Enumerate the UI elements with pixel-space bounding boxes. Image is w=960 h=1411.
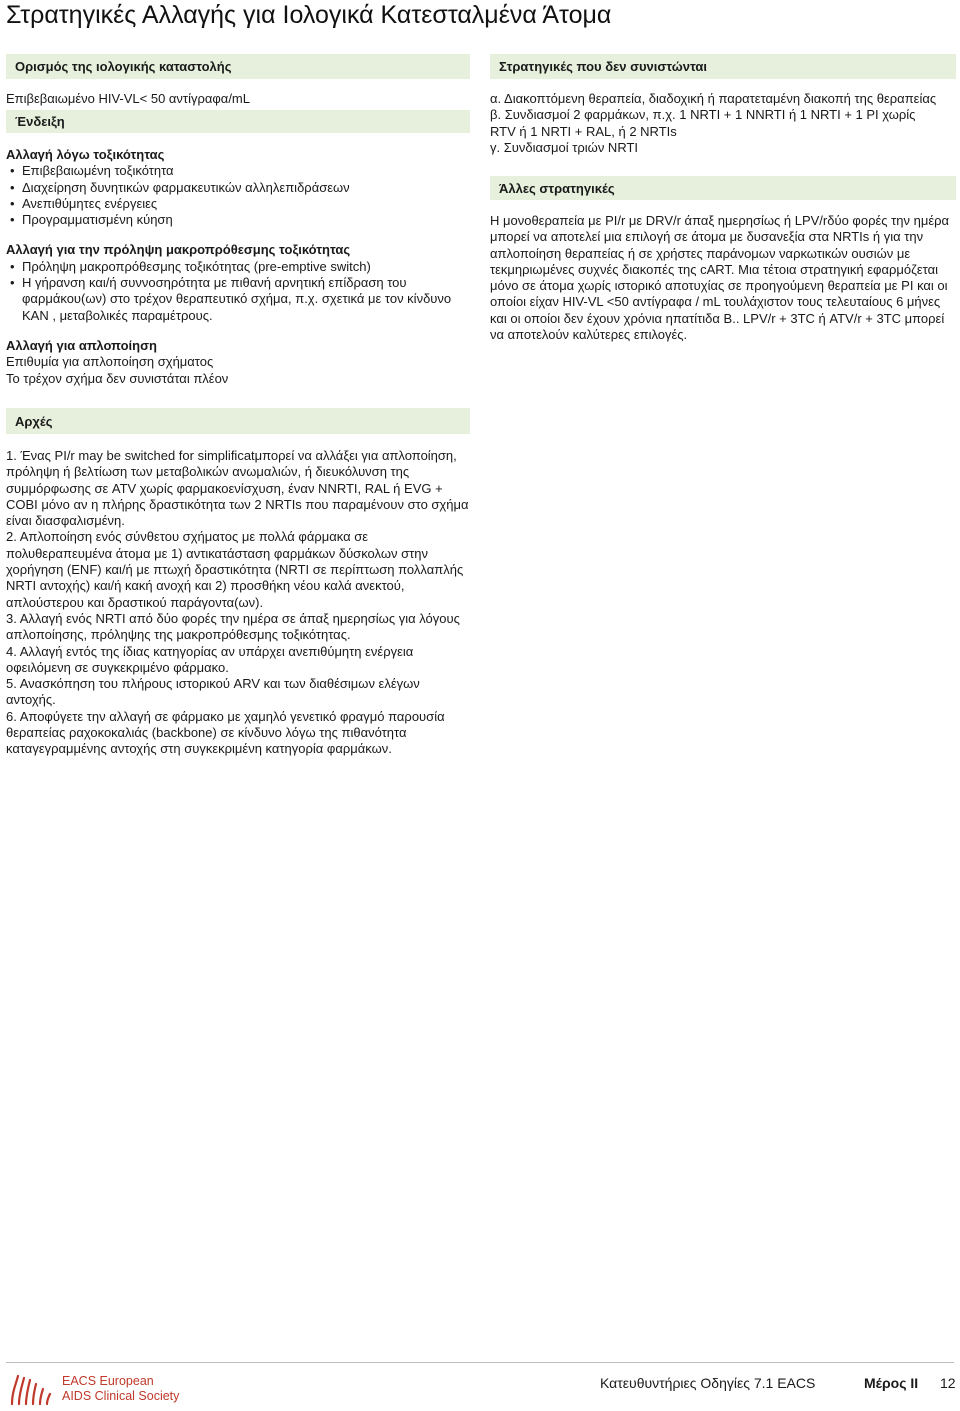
principles-header: [6, 408, 470, 434]
eacs-logo-text: [62, 1374, 179, 1404]
other-strategies-header-label: Άλλες στρατηγικές: [499, 180, 615, 196]
list-item: • Η γήρανση και/ή συννοσηρότητα με πιθανή αρνητική επίδραση του φαρμάκου(ων) στο τρέχον θεραπευτικό σχήμα, π.χ. σχετικά με τον κίνδυνο ΚΑΝ , μεταβολικές παραμέτρους.: [6, 275, 464, 324]
list-item: • Προγραμματισμένη κύηση: [6, 212, 464, 228]
list-item: • Πρόληψη μακροπρόθεσμης τοξικότητας (pre-emptive switch): [6, 259, 464, 275]
logo-line: EACS European: [62, 1374, 154, 1388]
principles-header-label: Αρχές: [15, 413, 53, 429]
footer-divider: [6, 1362, 954, 1363]
list-item: 5. Ανασκόπηση του πλήρους ιστορικού ARV και των διαθέσιμων ελέγων αντοχής.: [6, 676, 420, 708]
other-strategies-text: Η μονοθεραπεία με PI/r με DRV/r άπαξ ημερησίως ή LPV/rδύο φορές την ημέρα μπορεί να αποτελεί μια επιλογή σε άτομα με δυσανεξία στα NRTIs ή για την απλοποίηση θεραπείας ή σε χρήστες παράνομων ναρκωτικών ουσιών με τεκμηριωμένες συχνές διακοπές της cART. Μια τέτοια στρατηγική εφαρμόζεται μόνο σε άτομα χωρίς ιστορικό αποτυχίας σε προηγούμενη θεραπεία με PI και οι οποίοι είχαν HIV-VL <50 αντίγραφα / mL τουλάχιστον τους τελευταίους 6 μήνες και οι οποίοι δεν έχουν χρόνια ηπατίτιδα Β.. LPV/r + 3TC ή ATV/r + 3TC μπορεί να αποτελούν καλύτερες επιλογές.: [490, 213, 950, 343]
indication-header: [6, 110, 470, 133]
definition-text: Επιβεβαιωμένο HIV-VL< 50 αντίγραφα/mL: [6, 91, 250, 106]
footer-guidelines-label: Κατευθυντήριες Οδηγίες 7.1 EACS: [600, 1375, 816, 1391]
prevention-list: [6, 259, 464, 324]
principles-content: [6, 448, 472, 758]
simplification-line: Το τρέχον σχήμα δεν συνιστάται πλέον: [6, 370, 229, 386]
list-item: α. Διακοπτόμενη θεραπεία, διαδοχική ή παρατεταμένη διακοπή της θεραπείας: [490, 91, 937, 106]
list-item: β. Συνδιασμοί 2 φαρμάκων, π.χ. 1 NRTI + 1 NNRTI ή 1 NRTI + 1 PI χωρίς RTV ή 1 NRTI + RAL, ή 2 NRTIs: [490, 107, 916, 139]
list-item: 6. Αποφύγετε την αλλαγή σε φάρμακο με χαμηλό γενετικό φραγμό παρουσία θεραπείας ραχοκοκαλιάς (backbone) σε κίνδυνο λόγω της πιθανότητα καταγεγραμμένης αντοχής στη συγκεκριμένη κατηγορία φαρμάκων.: [6, 708, 445, 757]
list-item: • Επιβεβαιωμένη τοξικότητα: [6, 163, 464, 179]
list-item: 3. Αλλαγή ενός NRTI από δύο φορές την ημέρα σε άπαξ ημερησίως για λόγους απλοποίησης, πρόληψης της μακροπρόθεσμης τοξικότητας.: [6, 610, 460, 643]
list-item: • Ανεπιθύμητες ενέργειες: [6, 196, 464, 212]
list-item: 4. Αλλαγή εντός της ίδιας κατηγορίας αν υπάρχει ανεπιθύμητη ενέργεια οφειλόμενη σε συγκεκριμένο φάρμακο.: [6, 643, 414, 675]
logo-line: AIDS Clinical Society: [62, 1389, 180, 1403]
footer-part-label: Μέρος II: [864, 1375, 919, 1391]
definition-header-label: Ορισμός της ιολογικής καταστολής: [15, 59, 232, 74]
other-strategies-header: [490, 176, 956, 200]
definition-header: [6, 54, 470, 79]
prevention-heading: Αλλαγή για την πρόληψη μακροπρόθεσμης τοξικότητας: [6, 242, 351, 258]
toxicity-heading: Αλλαγή λόγω τοξικότητας: [6, 147, 165, 162]
eacs-logo-mark-icon: [8, 1374, 54, 1406]
simplification-line: Επιθυμία για απλοποίηση σχήματος: [6, 354, 214, 370]
not-recommended-header: [490, 54, 956, 79]
not-recommended-content: [490, 91, 940, 156]
page-title: Στρατηγικές Αλλαγής για Ιολογικά Κατεσταλμένα Άτομα: [6, 1, 612, 29]
list-item: 2. Απλοποίηση ενός σύνθετου σχήματος με πολλά φάρμακα σε πολυθεραπευμένα άτομα με 1) αντικατάσταση φαρμάκων δύσκολων στην χορήγηση (ENF) και/ή με πτωχή δραστικότητα (NRTI σε περίπτωση πολλαπλής NRTI αντοχής) και/ή κακή ανοχή και 2) προσθήκη νέου καλά ανεκτού, απλούστερου και δραστικού παράγοντα(ων).: [6, 529, 464, 610]
not-recommended-header-label: Στρατηγικές που δεν συνιστώνται: [499, 59, 707, 74]
list-item: γ. Συνδιασμοί τριών NRTI: [490, 139, 639, 155]
indication-header-label: Ένδειξη: [15, 114, 65, 129]
toxicity-list: [6, 163, 464, 228]
list-item: • Διαχείρηση δυνητικών φαρμακευτικών αλληλεπιδράσεων: [6, 180, 464, 196]
simplification-heading: Αλλαγή για απλοποίηση: [6, 337, 157, 353]
indication-content: [6, 147, 464, 387]
eacs-logo: [8, 1372, 188, 1408]
page-number: 12: [940, 1375, 956, 1391]
list-item: 1. Ένας PI/r may be switched for simplificatμπορεί να αλλάξει για απλοποίηση, πρόληψη ή βελτίωση των μεταβολικών ανωμαλιών, ή διευκόλυνση της συμμόρφωσης σε ATV χωρίς φαρμακοενίσχυση, έναν NNRTI, RAL ή EVG + COBI μόνο αν η πλήρης δραστικότητα των 2 NRTIs που παραμένουν στο σχήμα είναι διασφαλισμένη.: [6, 448, 469, 529]
